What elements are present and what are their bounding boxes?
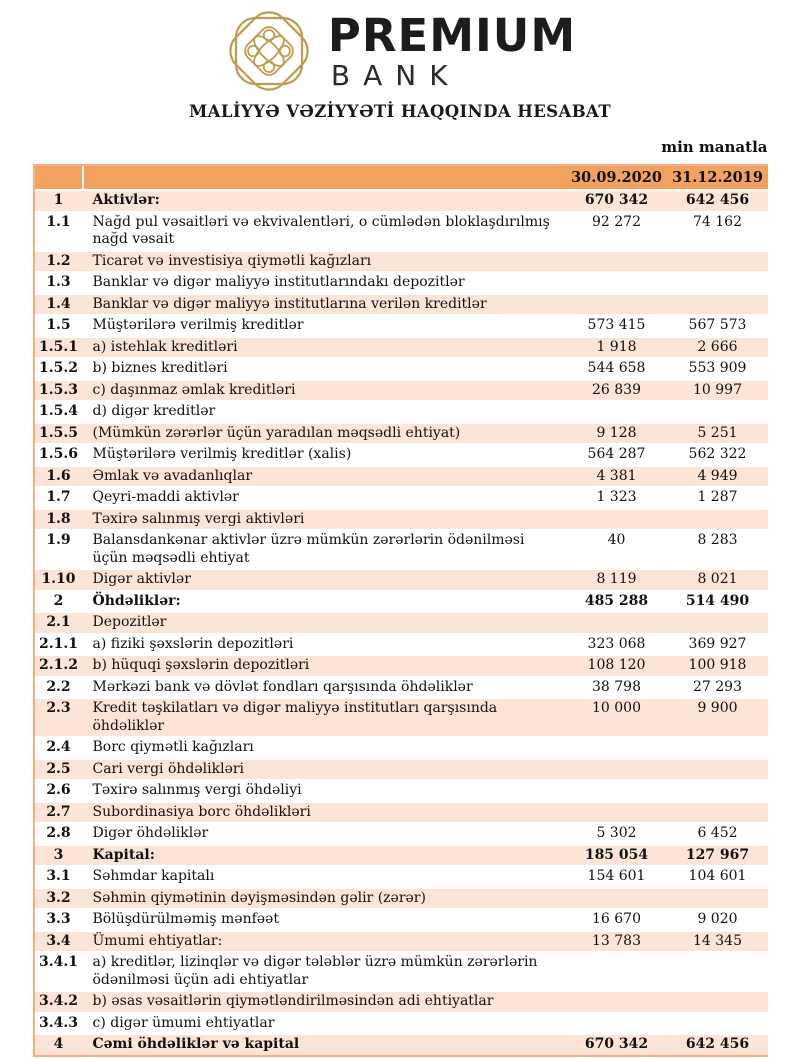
- row-label-cell: Ümumi ehtiyatlar:: [83, 931, 566, 953]
- value-2020-cell: 4 381: [566, 466, 668, 488]
- value-2020-cell: [566, 991, 668, 1013]
- row-number-cell: 2.3: [35, 698, 83, 737]
- row-label-cell: Banklar və digər maliyyə institutlarındakı depozitlər: [83, 272, 566, 294]
- row-number-cell: 2.4: [35, 737, 83, 759]
- table-row: [35, 487, 768, 509]
- row-label-cell: Subordinasiya borc öhdəlikləri: [83, 802, 566, 824]
- row-number-cell: 1.5.1: [35, 337, 83, 359]
- table-row: [35, 294, 768, 316]
- value-2019-cell: 9 020: [668, 909, 768, 931]
- financial-table-body: [35, 190, 768, 1055]
- row-number-cell: 1.5.3: [35, 380, 83, 402]
- brand-text: [327, 8, 577, 92]
- table-row: [35, 655, 768, 677]
- row-number-cell: 2.5: [35, 759, 83, 781]
- value-2020-cell: 485 288: [566, 591, 668, 613]
- table-row: [35, 931, 768, 953]
- row-label-cell: Mərkəzi bank və dövlət fondları qarşısında öhdəliklər: [83, 677, 566, 699]
- value-2019-cell: [668, 737, 768, 759]
- value-2019-cell: [668, 1013, 768, 1035]
- row-label-cell: a) kreditlər, lizinqlər və digər tələblər üzrə mümkün zərərlərin ödənilməsi üçün adi ehtiyatlar: [83, 952, 566, 991]
- value-2020-cell: [566, 251, 668, 273]
- value-2020-cell: [566, 802, 668, 824]
- table-row: [35, 845, 768, 867]
- table-row: [35, 444, 768, 466]
- value-2020-cell: 1 918: [566, 337, 668, 359]
- row-number-cell: 2.6: [35, 780, 83, 802]
- table-row: [35, 909, 768, 931]
- value-2020-cell: 108 120: [566, 655, 668, 677]
- value-2019-cell: 2 666: [668, 337, 768, 359]
- row-label-cell: c) digər ümumi ehtiyatlar: [83, 1013, 566, 1035]
- row-number-cell: 2.2: [35, 677, 83, 699]
- value-2020-cell: 323 068: [566, 634, 668, 656]
- unit-note: min manatla: [661, 138, 768, 156]
- value-2019-cell: 14 345: [668, 931, 768, 953]
- row-label-cell: Səhmdar kapitalı: [83, 866, 566, 888]
- row-label-cell: Nağd pul vəsaitləri və ekvivalentləri, o cümlədən bloklaşdırılmış nağd vəsait: [83, 212, 566, 251]
- table-row: [35, 509, 768, 531]
- value-2020-cell: 92 272: [566, 212, 668, 251]
- table-row: [35, 569, 768, 591]
- row-label-cell: Depozitlər: [83, 612, 566, 634]
- table-row: [35, 212, 768, 251]
- row-label-cell: d) digər kreditlər: [83, 401, 566, 423]
- row-number-cell: 1.5.5: [35, 423, 83, 445]
- value-2019-cell: 5 251: [668, 423, 768, 445]
- table-row: [35, 698, 768, 737]
- value-2019-cell: [668, 509, 768, 531]
- row-number-cell: 1.2: [35, 251, 83, 273]
- row-number-cell: 1.7: [35, 487, 83, 509]
- brand-header: [0, 0, 800, 96]
- row-label-cell: Təxirə salınmış vergi aktivləri: [83, 509, 566, 531]
- row-number-cell: 3.4: [35, 931, 83, 953]
- table-row: [35, 190, 768, 212]
- value-2020-cell: 10 000: [566, 698, 668, 737]
- value-2019-cell: 4 949: [668, 466, 768, 488]
- table-row: [35, 612, 768, 634]
- brand-subtitle: BANK: [330, 58, 461, 92]
- row-number-cell: 1.6: [35, 466, 83, 488]
- row-label-cell: a) fiziki şəxslərin depozitləri: [83, 634, 566, 656]
- table-row: [35, 823, 768, 845]
- header-date-2019: 31.12.2019: [668, 166, 768, 190]
- row-label-cell: Cari vergi öhdəlikləri: [83, 759, 566, 781]
- value-2019-cell: 27 293: [668, 677, 768, 699]
- row-number-cell: 3.4.3: [35, 1013, 83, 1035]
- table-row: [35, 737, 768, 759]
- row-number-cell: 3.3: [35, 909, 83, 931]
- value-2020-cell: [566, 737, 668, 759]
- value-2019-cell: [668, 888, 768, 910]
- value-2020-cell: 544 658: [566, 358, 668, 380]
- value-2019-cell: 127 967: [668, 845, 768, 867]
- table-row: [35, 530, 768, 569]
- value-2020-cell: [566, 759, 668, 781]
- value-2020-cell: 564 287: [566, 444, 668, 466]
- value-2019-cell: 104 601: [668, 866, 768, 888]
- row-label-cell: Müştərilərə verilmiş kreditlər: [83, 315, 566, 337]
- table-row: [35, 358, 768, 380]
- row-label-cell: Bölüşdürülməmiş mənfəət: [83, 909, 566, 931]
- value-2019-cell: 642 456: [668, 190, 768, 212]
- row-label-cell: Müştərilərə verilmiş kreditlər (xalis): [83, 444, 566, 466]
- row-label-cell: (Mümkün zərərlər üçün yaradılan məqsədli ehtiyat): [83, 423, 566, 445]
- value-2019-cell: [668, 272, 768, 294]
- value-2020-cell: [566, 780, 668, 802]
- row-label-cell: a) istehlak kreditləri: [83, 337, 566, 359]
- table-row: [35, 380, 768, 402]
- value-2019-cell: 567 573: [668, 315, 768, 337]
- row-number-cell: 2.7: [35, 802, 83, 824]
- row-label-cell: Əmlak və avadanlıqlar: [83, 466, 566, 488]
- row-label-cell: Təxirə salınmış vergi öhdəliyi: [83, 780, 566, 802]
- row-label-cell: b) hüquqi şəxslərin depozitləri: [83, 655, 566, 677]
- row-number-cell: 1.10: [35, 569, 83, 591]
- row-label-cell: Banklar və digər maliyyə institutlarına verilən kreditlər: [83, 294, 566, 316]
- table-row: [35, 677, 768, 699]
- value-2019-cell: [668, 780, 768, 802]
- value-2020-cell: 16 670: [566, 909, 668, 931]
- value-2020-cell: [566, 952, 668, 991]
- table-row: [35, 401, 768, 423]
- table-row: [35, 272, 768, 294]
- table-row: [35, 802, 768, 824]
- table-row: [35, 991, 768, 1013]
- value-2020-cell: 26 839: [566, 380, 668, 402]
- value-2019-cell: 6 452: [668, 823, 768, 845]
- value-2019-cell: 100 918: [668, 655, 768, 677]
- value-2020-cell: [566, 612, 668, 634]
- row-number-cell: 3: [35, 845, 83, 867]
- row-number-cell: 3.4.2: [35, 991, 83, 1013]
- table-row: [35, 759, 768, 781]
- bank-logo-icon: [224, 6, 314, 96]
- row-label-cell: Digər öhdəliklər: [83, 823, 566, 845]
- table-row: [35, 423, 768, 445]
- row-number-cell: 4: [35, 1034, 83, 1055]
- row-label-cell: Digər aktivlər: [83, 569, 566, 591]
- value-2019-cell: 514 490: [668, 591, 768, 613]
- table-row: [35, 866, 768, 888]
- value-2019-cell: 369 927: [668, 634, 768, 656]
- header-date-2020: 30.09.2020: [566, 166, 668, 190]
- row-label-cell: Borc qiymətli kağızları: [83, 737, 566, 759]
- financial-table: [33, 164, 768, 1057]
- table-row: [35, 591, 768, 613]
- table-row: [35, 466, 768, 488]
- value-2019-cell: 562 322: [668, 444, 768, 466]
- value-2020-cell: 154 601: [566, 866, 668, 888]
- row-number-cell: 1.4: [35, 294, 83, 316]
- value-2019-cell: 9 900: [668, 698, 768, 737]
- value-2020-cell: [566, 272, 668, 294]
- row-label-cell: Qeyri-maddi aktivlər: [83, 487, 566, 509]
- row-label-cell: Səhmin qiymətinin dəyişməsindən gəlir (zərər): [83, 888, 566, 910]
- report-title: MALİYYƏ VƏZİYYƏTİ HAQQINDA HESABAT: [188, 102, 612, 121]
- row-number-cell: 3.2: [35, 888, 83, 910]
- row-number-cell: 1.8: [35, 509, 83, 531]
- row-number-cell: 3.1: [35, 866, 83, 888]
- row-number-cell: 1.5.4: [35, 401, 83, 423]
- table-row: [35, 780, 768, 802]
- value-2019-cell: 8 021: [668, 569, 768, 591]
- value-2019-cell: [668, 251, 768, 273]
- header-number-cell: [35, 166, 83, 190]
- value-2019-cell: [668, 294, 768, 316]
- value-2020-cell: 9 128: [566, 423, 668, 445]
- table-row: [35, 634, 768, 656]
- value-2020-cell: 38 798: [566, 677, 668, 699]
- table-row: [35, 888, 768, 910]
- row-label-cell: Kapital:: [83, 845, 566, 867]
- row-label-cell: c) daşınmaz əmlak kreditləri: [83, 380, 566, 402]
- row-label-cell: b) biznes kreditləri: [83, 358, 566, 380]
- value-2019-cell: [668, 612, 768, 634]
- row-number-cell: 2.1.1: [35, 634, 83, 656]
- table-row: [35, 251, 768, 273]
- value-2019-cell: 74 162: [668, 212, 768, 251]
- value-2020-cell: 185 054: [566, 845, 668, 867]
- value-2019-cell: 10 997: [668, 380, 768, 402]
- value-2019-cell: 553 909: [668, 358, 768, 380]
- value-2020-cell: [566, 888, 668, 910]
- row-number-cell: 3.4.1: [35, 952, 83, 991]
- value-2020-cell: [566, 509, 668, 531]
- row-number-cell: 1.3: [35, 272, 83, 294]
- row-label-cell: Balansdankənar aktivlər üzrə mümkün zərərlərin ödənilməsi üçün məqsədli ehtiyat: [83, 530, 566, 569]
- value-2019-cell: 1 287: [668, 487, 768, 509]
- brand-name: PREMIUM: [327, 8, 577, 62]
- row-number-cell: 2: [35, 591, 83, 613]
- row-number-cell: 2.8: [35, 823, 83, 845]
- row-number-cell: 2.1: [35, 612, 83, 634]
- value-2020-cell: 670 342: [566, 190, 668, 212]
- table-row: [35, 337, 768, 359]
- value-2020-cell: 8 119: [566, 569, 668, 591]
- table-header: [35, 166, 768, 190]
- row-label-cell: Aktivlər:: [83, 190, 566, 212]
- value-2020-cell: 13 783: [566, 931, 668, 953]
- row-number-cell: 1.5.2: [35, 358, 83, 380]
- row-label-cell: Cəmi öhdəliklər və kapital: [83, 1034, 566, 1055]
- row-label-cell: Ticarət və investisiya qiymətli kağızları: [83, 251, 566, 273]
- row-label-cell: b) əsas vəsaitlərin qiymətləndirilməsindən adi ehtiyatlar: [83, 991, 566, 1013]
- value-2019-cell: [668, 401, 768, 423]
- row-number-cell: 1.9: [35, 530, 83, 569]
- value-2019-cell: 8 283: [668, 530, 768, 569]
- value-2020-cell: [566, 401, 668, 423]
- value-2019-cell: [668, 802, 768, 824]
- value-2020-cell: 5 302: [566, 823, 668, 845]
- header-label-cell: [83, 166, 566, 190]
- value-2020-cell: [566, 1013, 668, 1035]
- value-2019-cell: 642 456: [668, 1034, 768, 1055]
- row-number-cell: 1.5: [35, 315, 83, 337]
- row-number-cell: 1.1: [35, 212, 83, 251]
- value-2019-cell: [668, 991, 768, 1013]
- value-2020-cell: 573 415: [566, 315, 668, 337]
- table-header-row: [35, 166, 768, 190]
- value-2019-cell: [668, 759, 768, 781]
- table-row: [35, 1034, 768, 1055]
- row-number-cell: 2.1.2: [35, 655, 83, 677]
- row-label-cell: Kredit təşkilatları və digər maliyyə institutları qarşısında öhdəliklər: [83, 698, 566, 737]
- table-row: [35, 952, 768, 991]
- value-2020-cell: [566, 294, 668, 316]
- row-number-cell: 1.5.6: [35, 444, 83, 466]
- value-2020-cell: 1 323: [566, 487, 668, 509]
- value-2019-cell: [668, 952, 768, 991]
- row-label-cell: Öhdəliklər:: [83, 591, 566, 613]
- row-number-cell: 1: [35, 190, 83, 212]
- value-2020-cell: 40: [566, 530, 668, 569]
- value-2020-cell: 670 342: [566, 1034, 668, 1055]
- table-row: [35, 1013, 768, 1035]
- table-row: [35, 315, 768, 337]
